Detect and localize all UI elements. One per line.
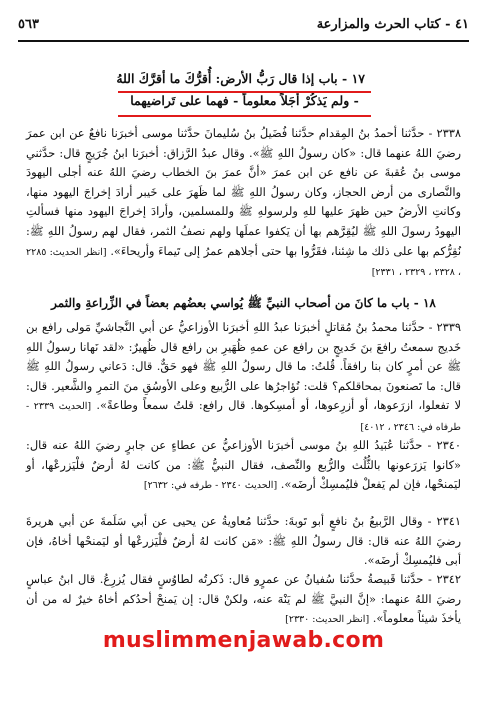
chapter-17-line-2: - ولم يَذكُرْ أجَلاً معلوماً - فهما على تَراضيهما [130, 93, 359, 108]
hadith-2338 [26, 124, 461, 283]
hadith-2338-ref: [انظر الحديث: ٢٢٨٥ ، ٢٣٢٨ ، ٢٣٢٩ ، ٢٣٣١] [26, 246, 461, 279]
page-header [18, 14, 469, 34]
hadith-2341 [26, 512, 461, 571]
red-underline-2 [118, 115, 371, 117]
hadith-2342-text: ٢٣٤٢ - حدَّثنا قَبيصةُ حدَّثنا سُفيانُ عن عمرٍو قال: ذَكرتُه لطاوُسٍ فقال يُزرِعُ. قال ابنُ عباسٍ رضيَ اللهُ عنهما: «إنَّ النبيَّ ﷺ لم يَنْهَ عنه، ولكنْ قال: إن يَمنحْ أحدُكم أخاهُ خيرٌ له من أن يأخذَ شيئاً معلوماً». [26, 572, 461, 626]
watermark-text: muslimmenjawab.com [102, 628, 385, 653]
hadith-2339 [26, 318, 461, 438]
chapter-17-line-1: ١٧ - باب إذا قال رَبُّ الأرض: أُقرُّكَ ما أقرَّكَ اللهُ [116, 71, 365, 86]
chapter-18-heading: ١٨ - باب ما كانَ من أصحاب النبيِّ ﷺ يُواسي بعضُهم بعضاً في الزِّراعةِ والثمر [51, 296, 436, 310]
hadith-2342 [26, 570, 461, 630]
hadith-2338-text: ٢٣٣٨ - حدَّثنا أحمدُ بنُ المِقدام حدَّثنا فُضَيلُ بنُ سُليمانَ حدَّثنا موسى أخبرَنا نافعٌ عن ابن عمرَ رضيَ اللهُ عنهما قال: «كان رسولُ اللهِ ﷺ». وقال عبدُ الرَّزاق: أخبرَنا ابنُ جُرَيجٍ قال: حدَّثني موسى بنُ عُقبةَ عن نافع عن ابن عمرَ «أنَّ عمرَ بنَ الخطاب رضيَ اللهُ عنه أجلى اليهودَ والنَّصارى من أرض الحجاز، وكان رسولُ اللهِ ﷺ لما ظَهرَ على خَيبر أرادَ إخراجَ اليهود منها، وكانتِ الأرضُ حين ظهرَ عليها للهِ ولرسولهِ ﷺ وللمسلمين، وأرادَ إخراجَ اليهود منها فسألتِ اليهودُ رسولَ اللهِ ﷺ ليُقِرَّهم بها أن يَكفوا عملَها ولهم نصفُ الثمر، فقال لهم رسولُ اللهِ ﷺ: نُقِرُّكم بها على ذلك ما شِئنا، فقَرُّوا بها حتى أجلاهم عمرُ إلى تَيماءَ وأريحاءَ». [26, 126, 461, 258]
hadith-2340 [26, 436, 461, 496]
hadith-2340-text: ٢٣٤٠ - حدَّثنا عُبَيدُ اللهِ بنُ موسى أخبرَنا الأوزاعيُّ عن عطاءٍ عن جابرٍ رضيَ اللهُ عنه قال: «كانوا يَزرَعونها بالثُّلُث والرُّبع والنِّصف، فقال النبيُّ ﷺ: من كانت لهُ أرضٌ فلْيَزرعْها، أو ليَمنحْها، فإن لم يَفعلْ فليُمسِكْ أرضَه». [26, 438, 461, 492]
hadith-2340-ref: [الحديث ٢٣٤٠ - طرفه في: ٢٦٣٢] [143, 480, 278, 492]
book-title: ٤١ - كتاب الحرث والمزارعة [316, 16, 469, 32]
hadith-2339-ref: [الحديث ٢٣٣٩ - طرفاه في: ٢٣٤٦ ، ٤٠١٢] [26, 401, 461, 433]
hadith-2339-text: ٢٣٣٩ - حدَّثنا محمدُ بنُ مُقاتلٍ أخبرَنا عبدُ اللهِ أخبرَنا الأوزاعيُّ عن أبي النَّجاشيِّ مَولى رافع بن خَديج سمعتُ رافعَ بنَ خَديجٍ بن رافع عن عمهِ ظُهَيرِ بن رافع قال ظُهيرٌ: «لقد نَهانا رسولُ اللهِ ﷺ عن أمرٍ كان بنا رافقاً. قُلتُ: ما قال رسولُ اللهِ ﷺ فهو حَقٌّ. قال: دَعاني رسولُ اللهِ ﷺ قال: ما تَصنعونَ بمحاقلكم؟ قلت: نُؤاجرُها على الرُّبيع وعلى الأوسُقِ منَ التمرِ والشَّعير. قال: لا تفعلوا، ازرَعوها، أو أزرِعوها، أو أمسِكوها. قال رافع: قلتُ سمعاً وطاعةً». [26, 320, 461, 413]
red-underline-1 [118, 91, 371, 93]
hadith-2342-ref: [انظر الحديث: ٢٣٣٠] [285, 614, 370, 626]
hadith-2341-text: ٢٣٤١ - وقال الرَّبيعُ بنُ نافعٍ أبو تَوبةَ: حدَّثنا مُعاويةُ عن يحيى عن أبي سَلَمةَ عن أبي هريرةَ رضيَ اللهُ عنه قال: قال رسولُ اللهِ ﷺ: «مَن كانت لهُ أرضٌ فلْيَزرعْها أو ليَمنحْها أخاهُ، فإن أبى فليُمسِكْ أرضَه». [26, 514, 461, 568]
header-rule [18, 40, 469, 42]
page-number: ٥٦٣ [18, 16, 39, 32]
